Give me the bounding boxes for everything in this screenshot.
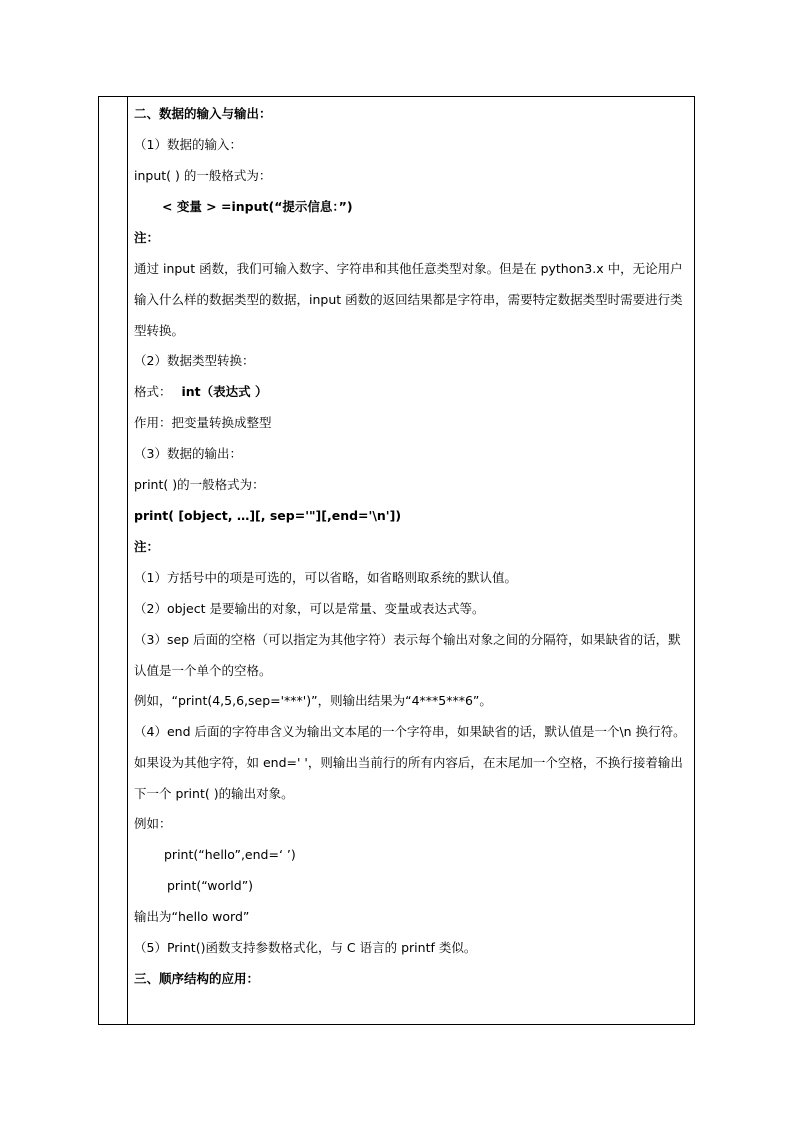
output-result: 输出为“hello word”	[134, 909, 250, 924]
input-format-intro: input( ) 的一般格式为：	[134, 168, 272, 183]
convert-purpose: 作用：把变量转换成整型	[134, 415, 272, 430]
convert-format-value: int（表达式 ）	[181, 384, 268, 399]
section-heading-sequence: 三、顺序结构的应用：	[134, 971, 260, 986]
note-item-5: （5）Print()函数支持参数格式化，与 C 语言的 printf 类似。	[134, 940, 477, 955]
print-format-intro: print( )的一般格式为：	[134, 477, 265, 492]
convert-format-label: 格式：	[134, 384, 172, 399]
code-line-2: print(“world”)	[167, 878, 254, 893]
section-heading-io: 二、数据的输入与输出：	[134, 106, 272, 121]
note-label: 注：	[134, 539, 160, 554]
convert-format-line	[134, 380, 690, 411]
example-label: 例如：	[134, 816, 172, 831]
note-item-1: （1）方括号中的项是可选的，可以省略，如省略则取系统的默认值。	[134, 570, 517, 585]
subsection-output-title: （3）数据的输出：	[134, 446, 242, 461]
note-item-4: （4）end 后面的字符串含义为输出文本尾的一个字符串，如果缺省的话，默认值是一个\n 换行符。如果设为其他字符，如 end=' '，则输出当前行的所有内容后，在末尾加一个空格，不换行接着输出下一个 print( )的输出对象。	[134, 724, 686, 801]
document-content	[134, 102, 690, 998]
example-sep: 例如，“print(4,5,6,sep='***')”，则输出结果为“4***5***6”。	[134, 693, 492, 708]
note-item-2: （2）object 是要输出的对象，可以是常量、变量或表达式等。	[134, 601, 485, 616]
subsection-convert-title: （2）数据类型转换：	[134, 353, 255, 368]
note-item-3: （3）sep 后面的空格（可以指定为其他字符）表示每个输出对象之间的分隔符，如果缺省的话，默认值是一个单个的空格。	[134, 632, 681, 678]
code-line-1: print(“hello”,end=‘ ’)	[164, 847, 296, 862]
note-label: 注：	[134, 230, 160, 245]
column-divider	[127, 96, 128, 1025]
print-syntax: print( [object, …][, sep='"][,end='\n'])	[134, 508, 402, 523]
subsection-input-title: （1）数据的输入：	[134, 137, 242, 152]
input-note-paragraph: 通过 input 函数，我们可输入数字、字符串和其他任意类型对象。但是在 python3.x 中，无论用户输入什么样的数据类型的数据，input 函数的返回结果都是字符串，需要特定数据类型时需要进行类型转换。	[134, 261, 683, 338]
input-syntax: < 变量 > =input(“提示信息：”)	[162, 199, 353, 214]
